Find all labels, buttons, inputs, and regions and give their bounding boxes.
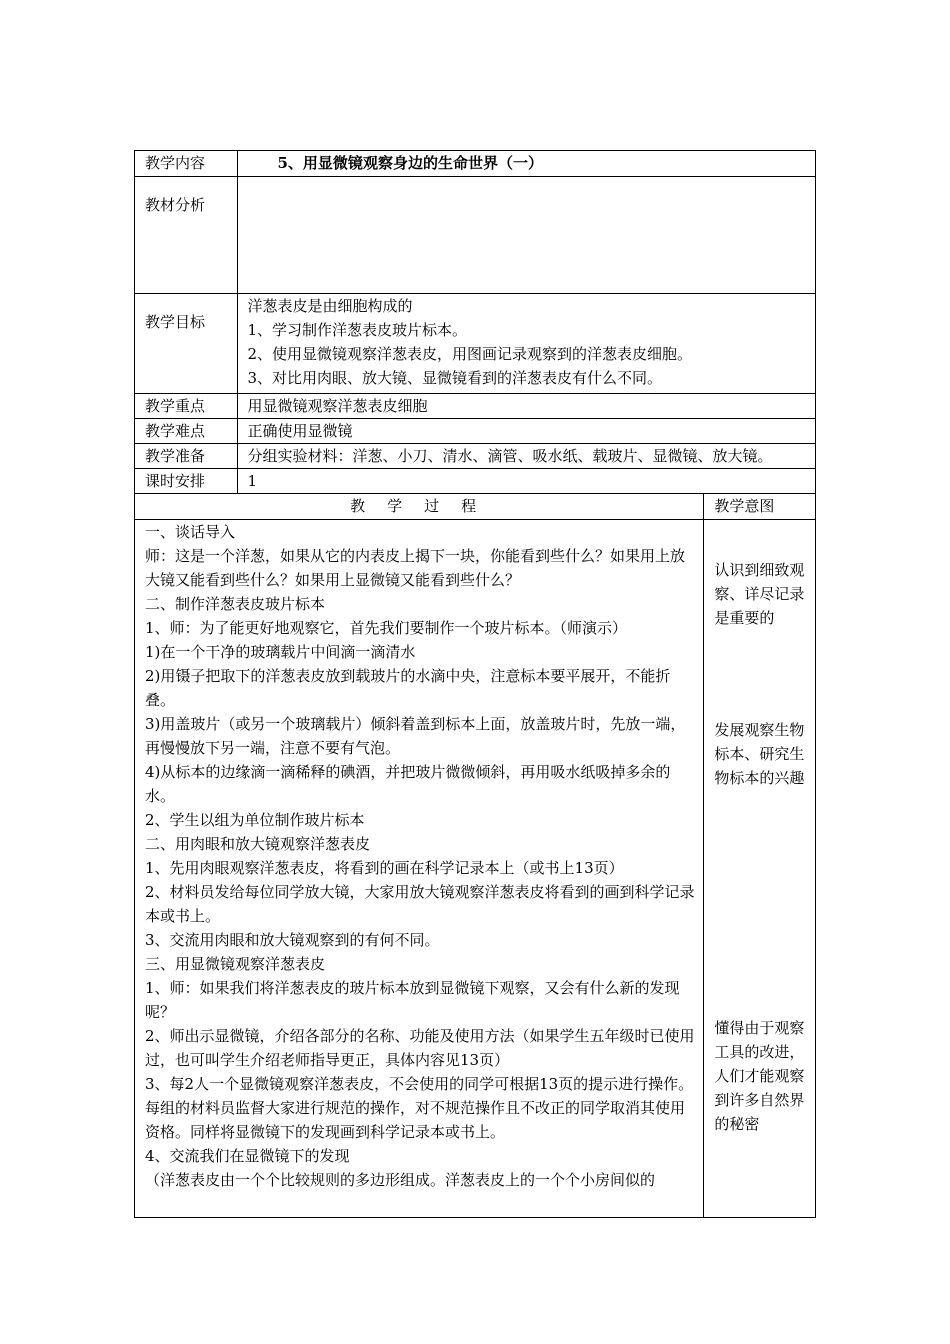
goal-line: 洋葱表皮是由细胞构成的 <box>247 297 413 315</box>
process-line: 2、材料员发给每位同学放大镜，大家用放大镜观察洋葱表皮将看到的画到科学记录本或书上。 <box>145 883 695 925</box>
process-line: 3)用盖玻片（或另一个玻璃载片）倾斜着盖到标本上面，放盖玻片时，先放一端，再慢慢放下另一端，注意不要有气泡。 <box>145 715 686 757</box>
row-schedule <box>135 469 816 494</box>
goal-line: 3、对比用肉眼、放大镜、显微镜看到的洋葱表皮有什么不同。 <box>247 369 663 387</box>
process-line: （洋葱表皮由一个个比较规则的多边形组成。洋葱表皮上的一个个小房间似的 <box>145 1171 656 1189</box>
row-process-header <box>135 494 816 520</box>
process-line: 1)在一个干净的玻璃载片中间滴一滴清水 <box>145 643 416 661</box>
process-header: 教学过程 <box>135 494 704 520</box>
intent-note: 发展观察生物标本、研究生物标本的兴趣 <box>714 721 805 787</box>
row-goals <box>135 294 816 394</box>
process-line: 4、交流我们在显微镜下的发现 <box>145 1147 350 1165</box>
row-process-body <box>135 520 816 1218</box>
process-line: 1、师：如果我们将洋葱表皮的玻片标本放到显微镜下观察，又会有什么新的发现呢？ <box>145 979 680 1021</box>
process-line: 4)从标本的边缘滴一滴稀释的碘酒，并把玻片微微倾斜，再用吸水纸吸掉多余的水。 <box>145 763 671 805</box>
label-prep: 教学准备 <box>135 444 238 469</box>
row-key <box>135 394 816 419</box>
value-key: 用显微镜观察洋葱表皮细胞 <box>237 394 816 419</box>
goal-line: 1、学习制作洋葱表皮玻片标本。 <box>247 321 468 339</box>
label-schedule: 课时安排 <box>135 469 238 494</box>
value-goals <box>237 294 816 394</box>
lesson-plan-table <box>134 150 816 1218</box>
label-key: 教学重点 <box>135 394 238 419</box>
process-line: 二、用肉眼和放大镜观察洋葱表皮 <box>145 835 371 853</box>
value-difficulty: 正确使用显微镜 <box>237 419 816 444</box>
row-analysis <box>135 177 816 294</box>
value-prep: 分组实验材料：洋葱、小刀、清水、滴管、吸水纸、载玻片、显微镜、放大镜。 <box>237 444 816 469</box>
process-line: 二、制作洋葱表皮玻片标本 <box>145 595 326 613</box>
process-line: 三、用显微镜观察洋葱表皮 <box>145 955 326 973</box>
process-line: 3、每2人一个显微镜观察洋葱表皮，不会使用的同学可根据13页的提示进行操作。每组的材料员监督大家进行规范的操作，对不规范操作且不改正的同学取消其使用资格。同样将显微镜下的发现画到科学记录本或书上。 <box>145 1075 694 1141</box>
intent-header: 教学意图 <box>704 494 816 520</box>
row-prep <box>135 444 816 469</box>
value-schedule: 1 <box>237 469 816 494</box>
intent-note: 懂得由于观察工具的改进，人们才能观察到许多自然界的秘密 <box>714 1019 805 1133</box>
process-line: 师：这是一个洋葱，如果从它的内表皮上揭下一块，你能看到些什么？如果用上放大镜又能看到些什么？如果用上显微镜又能看到些什么？ <box>145 547 686 589</box>
row-difficulty <box>135 419 816 444</box>
row-content <box>135 151 816 177</box>
label-analysis: 教材分析 <box>135 177 238 294</box>
process-line: 2、师出示显微镜，介绍各部分的名称、功能及使用方法（如果学生五年级时已使用过，也可叫学生介绍老师指导更正，具体内容见13页） <box>145 1027 695 1069</box>
value-analysis <box>237 177 816 294</box>
lesson-title: 5、用显微镜观察身边的生命世界（一） <box>237 151 816 177</box>
label-content: 教学内容 <box>135 151 238 177</box>
intent-note: 认识到细致观察、详尽记录是重要的 <box>714 561 805 627</box>
process-line: 1、先用肉眼观察洋葱表皮，将看到的画在科学记录本上（或书上13页） <box>145 859 624 877</box>
process-body <box>135 520 704 1218</box>
intent-body <box>704 520 816 1218</box>
label-goals: 教学目标 <box>135 294 238 394</box>
process-line: 2、学生以组为单位制作玻片标本 <box>145 811 365 829</box>
process-line: 1、师：为了能更好地观察它，首先我们要制作一个玻片标本。（师演示） <box>145 619 628 637</box>
label-difficulty: 教学难点 <box>135 419 238 444</box>
process-line: 一、谈话导入 <box>145 523 236 541</box>
process-line: 3、交流用肉眼和放大镜观察到的有何不同。 <box>145 931 440 949</box>
goal-line: 2、使用显微镜观察洋葱表皮，用图画记录观察到的洋葱表皮细胞。 <box>247 345 693 363</box>
process-line: 2)用镊子把取下的洋葱表皮放到载玻片的水滴中央，注意标本要平展开，不能折叠。 <box>145 667 671 709</box>
